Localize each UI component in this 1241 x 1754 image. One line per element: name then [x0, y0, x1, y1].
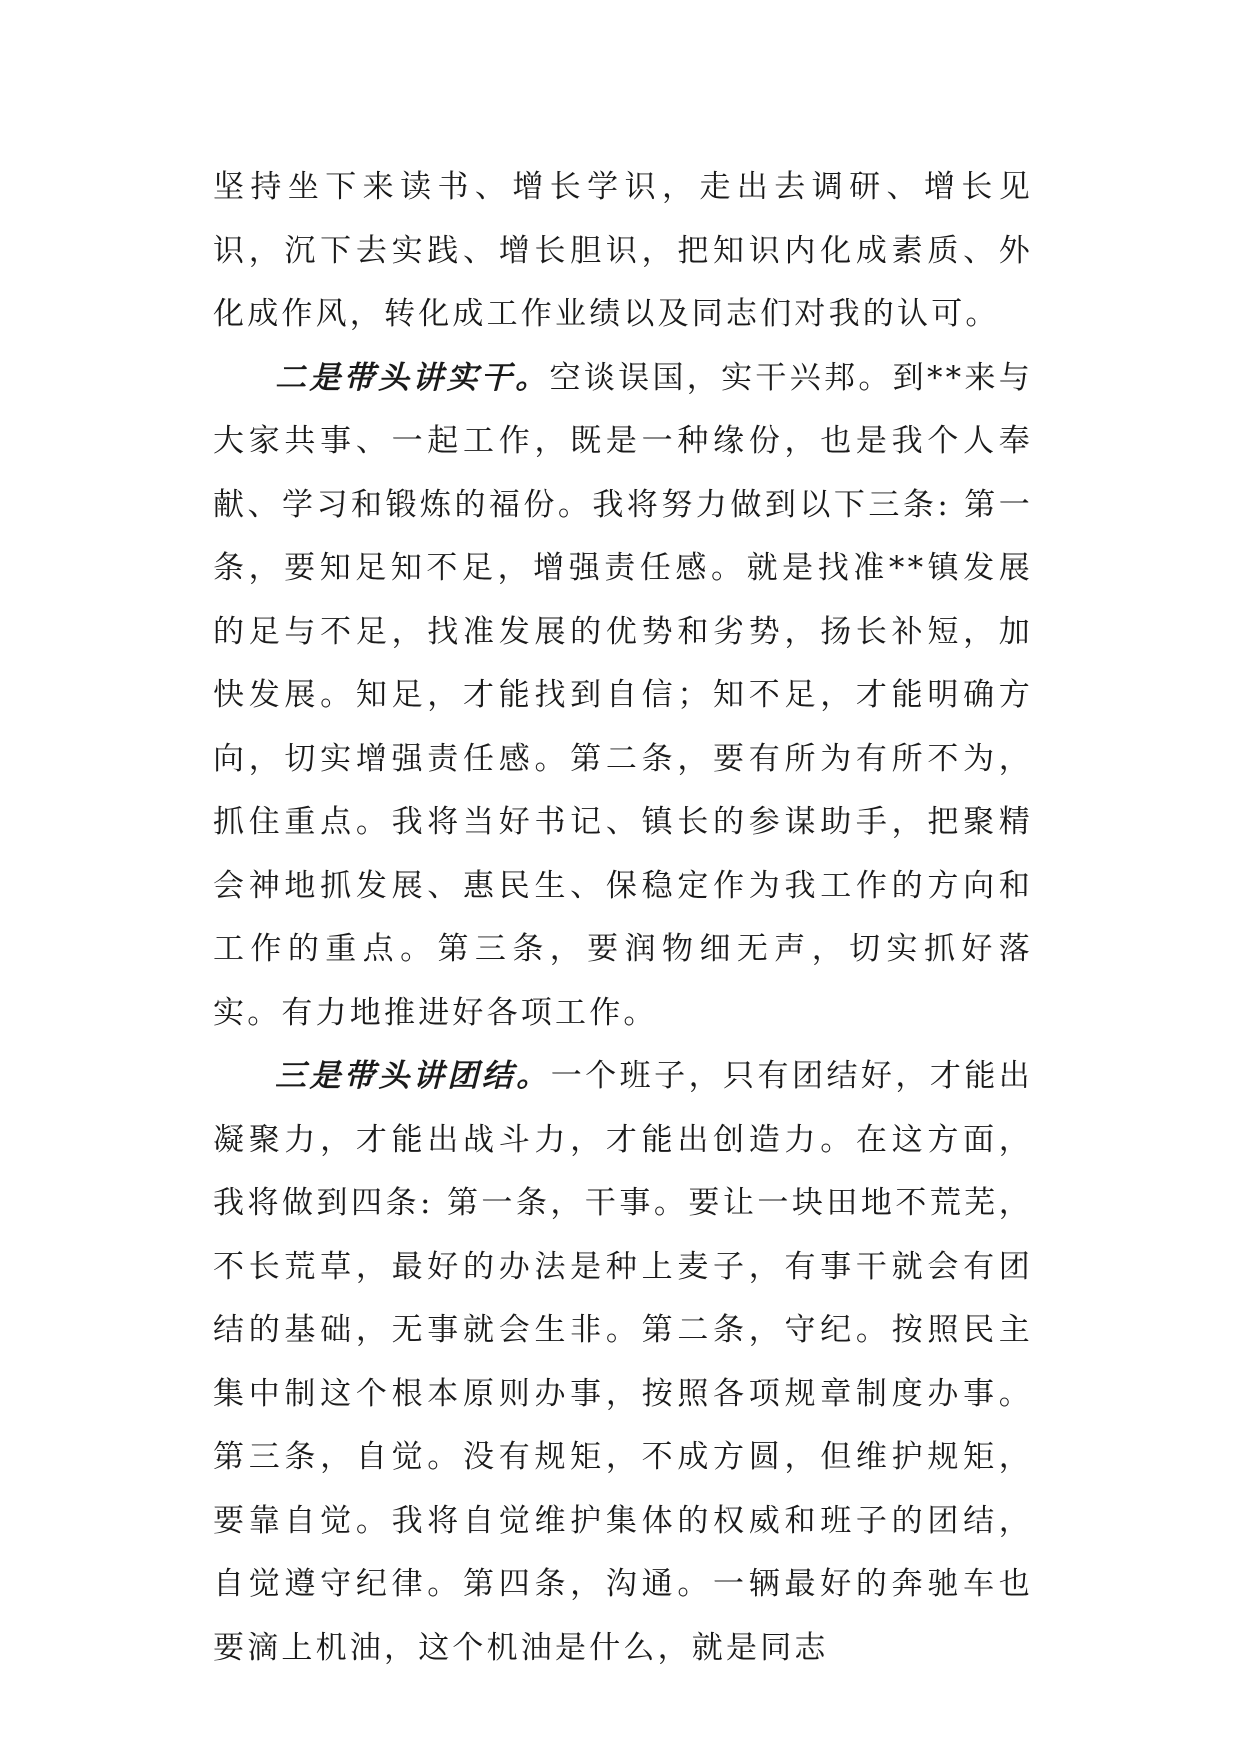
paragraph-lead: 二是带头讲实干。: [275, 359, 550, 396]
paragraph-practical-work: [213, 347, 1033, 1046]
paragraph-text: 空谈误国，实干兴邦。到**来与大家共事、一起工作，既是一种缘份，也是我个人奉献、学习和锻炼的福份。我将努力做到以下三条: 第一条，要知足知不足，增强责任感。就是找准**镇发展的足与不足，找准发展的优势和劣势，扬长补短，加快发展。知足，才能找到自信；知不足，才能明确方向，切实增强责任感。第二条，要有所为有所不为，抓住重点。我将当好书记、镇长的参谋助手，把聚精会神地抓发展、惠民生、保稳定作为我工作的方向和工作的重点。第三条，要润物细无声，切实抓好落实。有力地推进好各项工作。: [213, 359, 1033, 1031]
paragraph-text: 一个班子，只有团结好，才能出凝聚力，才能出战斗力，才能出创造力。在这方面，我将做到四条: 第一条，干事。要让一块田地不荒芜，不长荒草，最好的办法是种上麦子，有事干就会有团结的基础，无事就会生非。第二条，守纪。按照民主集中制这个根本原则办事，按照各项规章制度办事。第三条，自觉。没有规矩，不成方圆，但维护规矩，要靠自觉。我将自觉维护集体的权威和班子的团结，自觉遵守纪律。第四条，沟通。一辆最好的奔驰车也要滴上机油，这个机油是什么，就是同志: [213, 1058, 1033, 1666]
paragraph-text: 坚持坐下来读书、增长学识，走出去调研、增长见识，沉下去实践、增长胆识，把知识内化成素质、外化成作风，转化成工作业绩以及同志们对我的认可。: [213, 169, 1033, 332]
paragraph-unity: [213, 1045, 1033, 1680]
body-text: [213, 156, 1033, 1680]
paragraph-continuation: [213, 156, 1033, 347]
paragraph-lead: 三是带头讲团结。: [275, 1058, 551, 1094]
